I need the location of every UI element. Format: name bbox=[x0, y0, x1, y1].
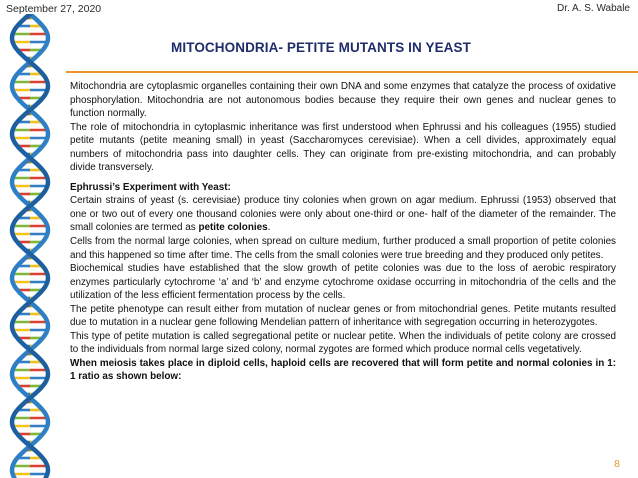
paragraph-mitochondria-intro: Mitochondria are cytoplasmic organelles containing their own DNA and some enzymes that catalyze the process of oxidative phosphorylation. Mitochondria are not autonomous bodies because they require their own genes and nuclear genes to function normally. bbox=[70, 81, 616, 120]
section-heading-ephrussi-experiment: Ephrussi’s Experiment with Yeast: bbox=[70, 181, 231, 193]
term-petite-colonies: petite colonies bbox=[198, 222, 268, 234]
paragraph-petite-colonies bbox=[70, 194, 616, 235]
slide-body bbox=[70, 80, 616, 384]
dna-double-helix-icon bbox=[0, 14, 62, 478]
paragraph-true-breeding: Cells from the normal large colonies, when spread on culture medium, further produced a small proportion of petite colonies and this happened so time after time. The cells from the small colonies were true breeding and they produced only petites. bbox=[70, 236, 616, 261]
title-divider bbox=[66, 71, 638, 73]
paragraph-petite-phenotype: The petite phenotype can result either from mutation of nuclear genes or from mitochondrial genes. Petite mutants resulted due to mutation in a nuclear gene following Mendelian pattern of inheritance with segregation occurring in heterozygotes. bbox=[70, 303, 616, 329]
header-author: Dr. A. S. Wabale bbox=[557, 3, 630, 14]
paragraph-ephrussi-role: The role of mitochondria in cytoplasmic inheritance was first understood when Ephrussi and his colleagues (1955) studied petite mutants (petite meaning small) in yeast (Saccharomyces cerevisiae). When a cell divides, approximately equal numbers of mitochondria pass into daughter cells. They can originate from pre-existing mitochondria, and can probably divide transversely. bbox=[70, 121, 616, 174]
paragraph-petite-colonies-end: . bbox=[267, 222, 271, 234]
page-number: 8 bbox=[614, 458, 620, 470]
paragraph-segregational-petite: This type of petite mutation is called segregational petite or nuclear petite. When the individuals of petite colony are crossed to the individuals from normal large sized colony, normal zygotes are formed which produce normal cells vegetatively. bbox=[70, 330, 616, 356]
paragraph-biochemical-studies: Biochemical studies have established that the slow growth of petite colonies was due to the loss of aerobic respiratory enzymes particularly cytochrome ‘a’ and ‘b’ and enzyme cytochrome oxidase occurring in mitochondria of the cells and the utilization of the less efficient fermentation process by the cells. bbox=[70, 263, 616, 302]
slide-title: MITOCHONDRIA- PETITE MUTANTS IN YEAST bbox=[171, 40, 471, 55]
paragraph-petite-colonies-text: Certain strains of yeast (s. cerevisiae) produce tiny colonies when grown on agar medium. Ephrussi (1953) observed that one or two out of every one thousand colonies were only about one-third or one- half of the diameter of the remainder. The small colonies are termed as bbox=[70, 195, 616, 234]
header-date: September 27, 2020 bbox=[6, 3, 102, 15]
paragraph-meiosis-ratio: When meiosis takes place in diploid cells, haploid cells are recovered that will form petite and normal colonies in 1: 1 ratio as shown below: bbox=[70, 357, 616, 383]
